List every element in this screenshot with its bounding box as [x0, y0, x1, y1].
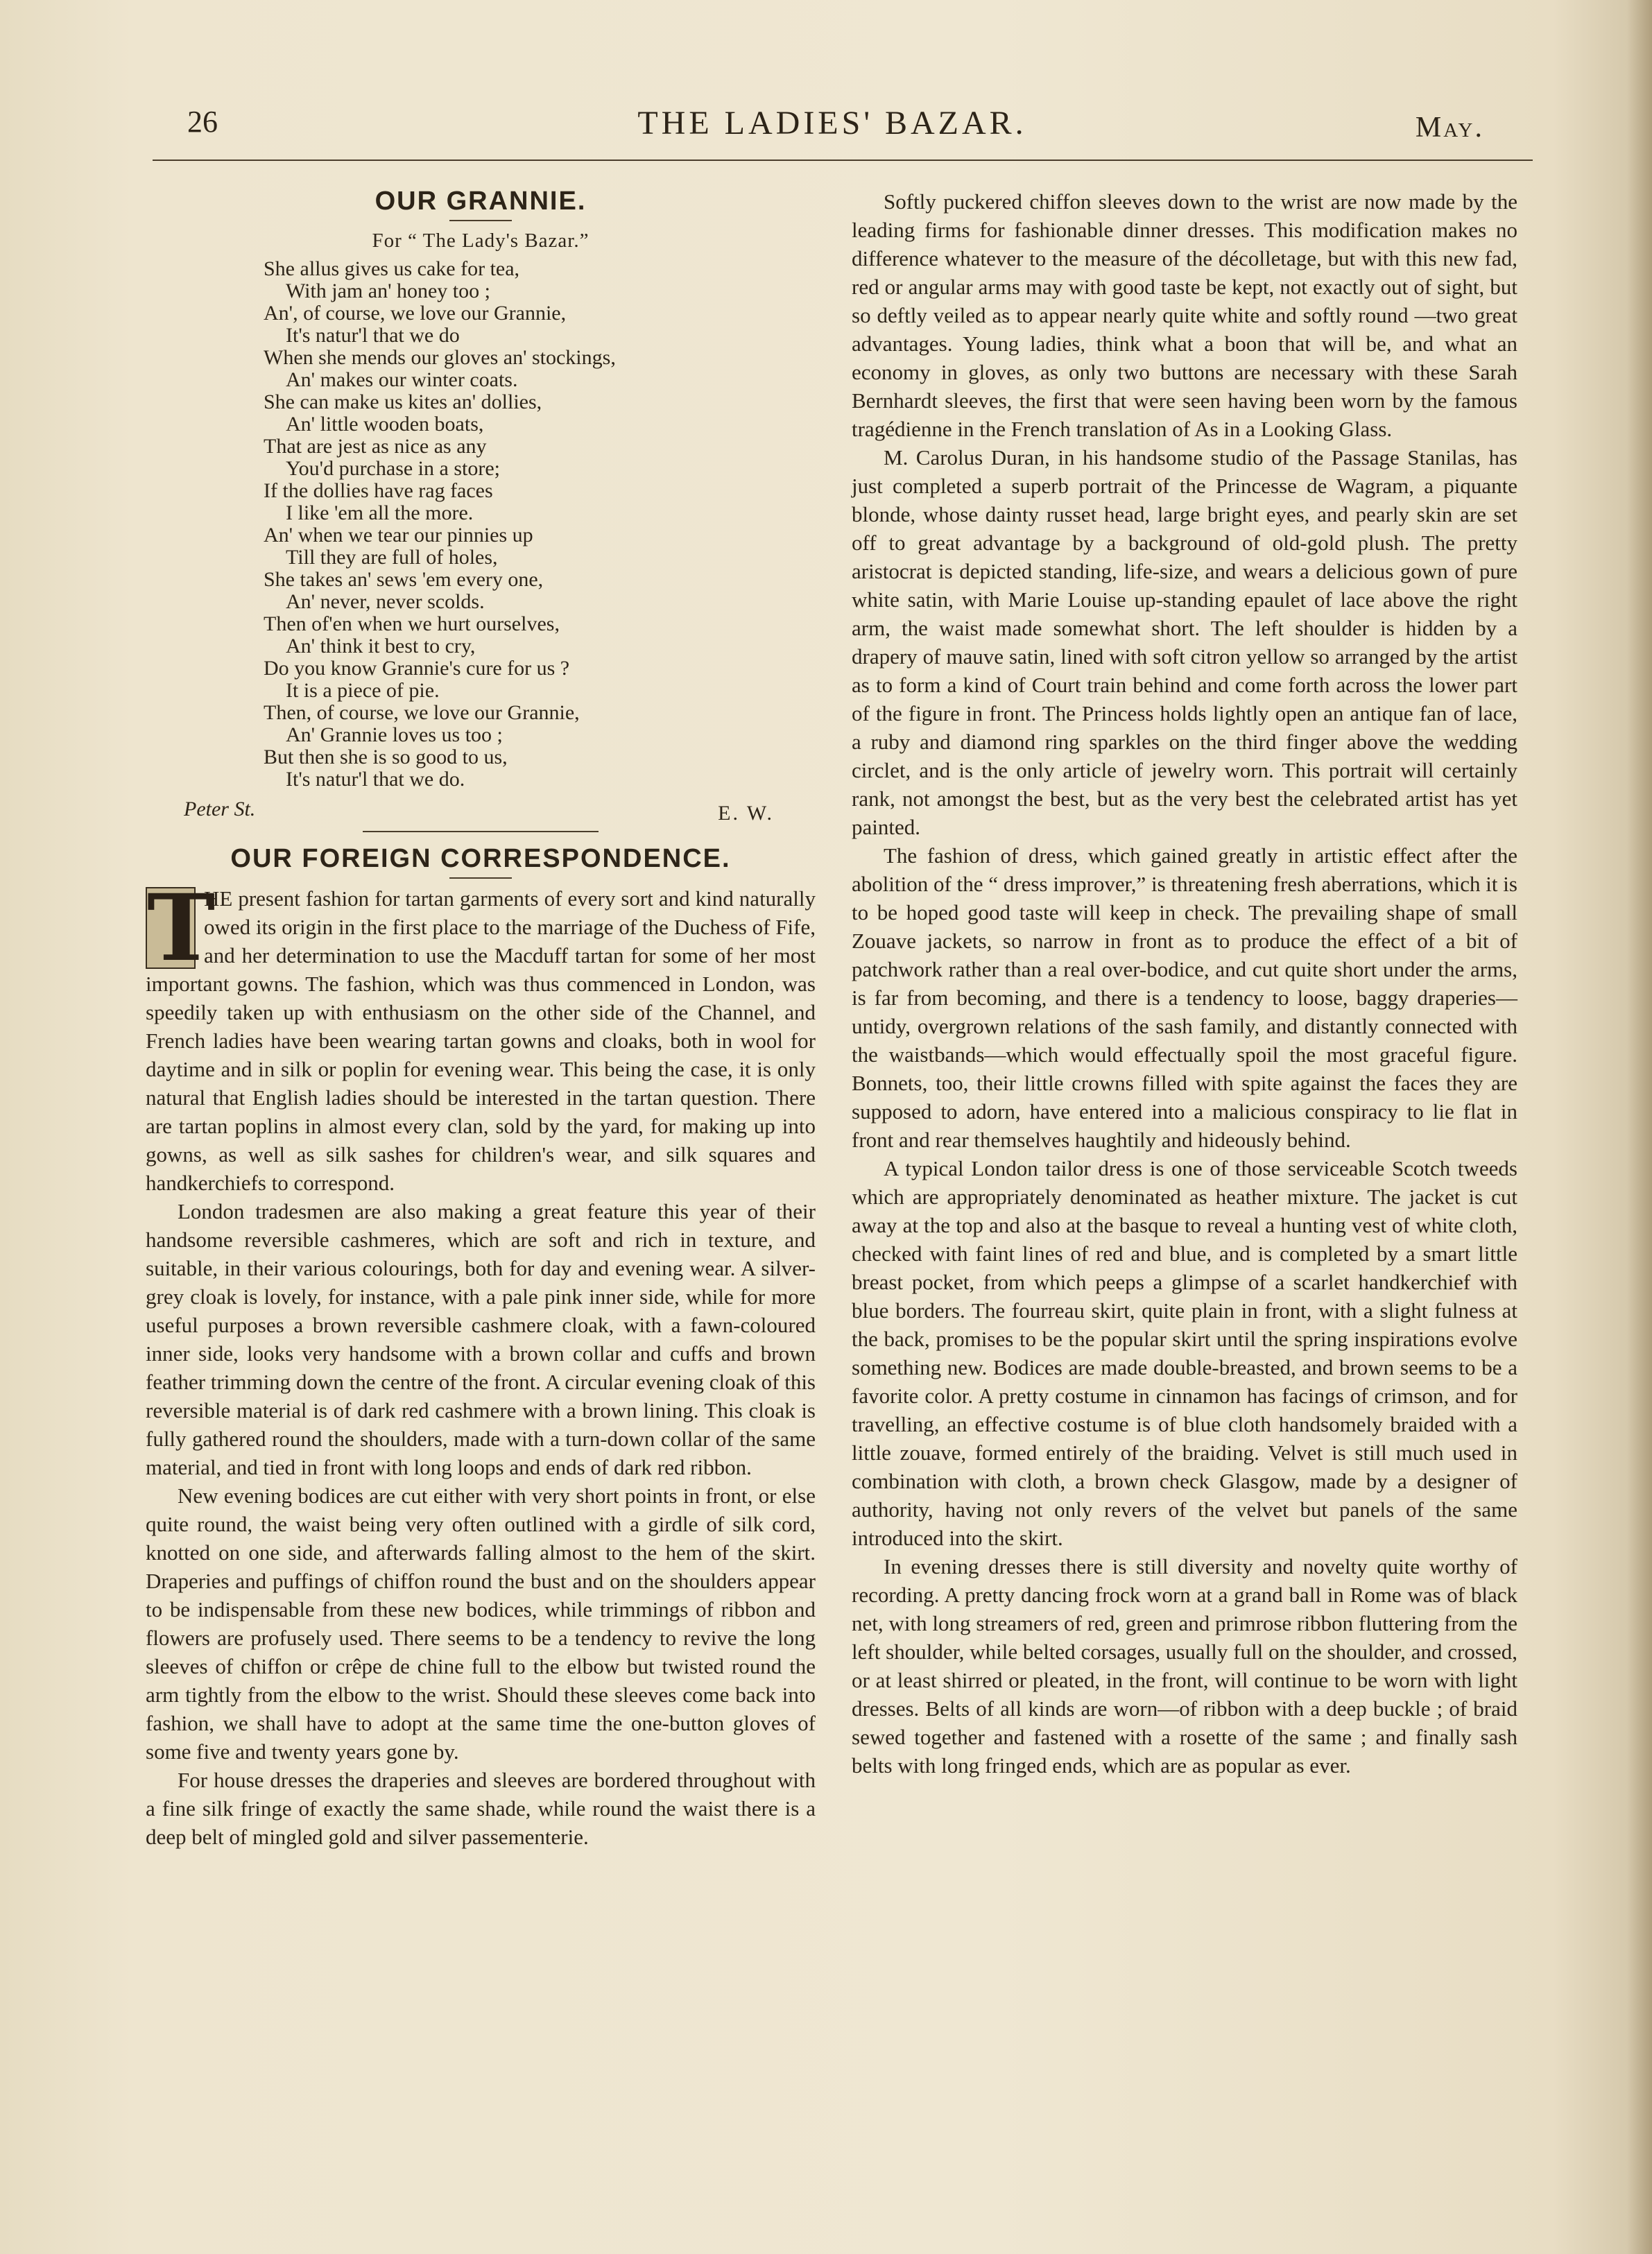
poem-title-rule [449, 220, 512, 221]
poem-title: OUR GRANNIE. [375, 187, 587, 216]
running-title: THE LADIES' BAZAR. [637, 105, 1027, 141]
right-column [852, 187, 1517, 1780]
section-divider [363, 831, 599, 832]
poem-line: She allus gives us cake for tea, [264, 257, 520, 280]
article-paragraph: HE present fashion for tartan garments of every sort and kind naturally owed its origin in the first place to the marriage of the Duchess of Fife, and her determination to use the Macduff tartan for some of her most important gowns. The fashion, which was thus commenced in London, was speedily taken up with enthusiasm on the other side of the Channel, and French ladies have been wearing tartan gowns and cloaks, both in wool for daytime and in silk or poplin for evening wear. This being the case, it is only natural that English ladies should be interested in the tartan question. There are tartan poplins in almost every clan, sold by the yard, for making up into gowns, as well as silk sashes for children's wear, and silk squares and handkerchiefs to correspond. [146, 886, 816, 1195]
issue-month: May. [1415, 112, 1484, 144]
poem-signature [146, 795, 816, 825]
poem-line: An' little wooden boats, [286, 413, 484, 436]
left-column [146, 187, 816, 1851]
poem-line: Then of'en when we hurt ourselves, [264, 612, 560, 635]
article-paragraph: London tradesmen are also making a great feature this year of their handsome reversible cashmeres, which are soft and rich in texture, and suitable, in their various colourings, both for day and evening wear. A silver-grey cloak is lovely, for instance, with a pale pink inner side, while for more useful purposes a brown reversible cashmere cloak, with a fawn-coloured inner side, looks very handsome with a brown collar and cuffs and brown feather trimming down the centre of the front. A circular evening cloak of this reversible material is of dark red cashmere with a brown lining. This cloak is fully gathered round the shoulders, made with a turn-down collar of the same material, and tied in front with long loops and ends of dark red ribbon. [146, 1199, 816, 1479]
article-paragraph: Softly puckered chiffon sleeves down to the wrist are now made by the leading firms for fashionable dinner dresses. This modification makes no difference whatever to the measure of the décolletage, but with this new fad, red or angular arms may with good taste be kept, not exactly out of sight, but so deftly veiled as to appear nearly quite white and softly round —two great advantages. Young ladies, think what a boon that will be, and what an economy in gloves, as only two buttons are necessary with these Sarah Bernhardt sleeves, the first that were seen having been worn by the famous tragédienne in the French translation of As in a Looking Glass. [852, 189, 1517, 441]
poem-line: An' when we tear our pinnies up [264, 524, 533, 547]
article-paragraph: In evening dresses there is still diversity and novelty quite worthy of recording. A pretty dancing frock worn at a grand ball in Rome was of black net, with long streamers of red, green and primrose ribbon fluttering from the left shoulder, while belted corsages, usually full on the shoulder, and crossed, or at least shirred or pleated, in the front, will continue to be worn with light dresses. Belts of all kinds are worn—of ribbon with a deep buckle ; of braid sewed together and fastened with a rosette of the same ; and finally sash belts with long fringed ends, which are as popular as ever. [852, 1554, 1517, 1778]
poem-line: An' never, never scolds. [286, 590, 485, 613]
poem-line: An' Grannie loves us too ; [286, 723, 503, 746]
poem-line: An' makes our winter coats. [286, 368, 518, 391]
poem-line: Till they are full of holes, [286, 546, 498, 569]
poem-line: It is a piece of pie. [286, 679, 440, 702]
poem-line: But then she is so good to us, [264, 746, 508, 768]
article-body-right [852, 187, 1517, 1780]
poem-line: With jam an' honey too ; [286, 279, 490, 302]
poem-line: Then, of course, we love our Grannie, [264, 701, 580, 724]
signature-initials: E. W. [718, 802, 774, 825]
poem-line: I like 'em all the more. [286, 501, 474, 524]
article-paragraph: The fashion of dress, which gained greatly in artistic effect after the abolition of the “ dress improver,” is threatening fresh aberrations, which it is to be hoped good taste will keep in check. The prevailing shape of small Zouave jackets, so narrow in front as to produce the effect of a bit of patchwork rather than a real over-bodice, and cut quite short under the arms, is far from becoming, and there is a tendency to loose, baggy draperies—untidy, overgrown relations of the sash family, and distantly connected with the waistbands—which would effectually spoil the most graceful figure. Bonnets, too, their little crowns filled with spite against the faces they are supposed to adorn, have entered into a malicious conspiracy to lie flat in front and rear themselves haughtily and hideously behind. [852, 843, 1517, 1152]
poem-line: An' think it best to cry, [286, 635, 476, 657]
article-body-left [146, 875, 816, 1851]
page-number: 26 [187, 105, 218, 139]
poem-line: Do you know Grannie's cure for us ? [264, 657, 570, 680]
signature-place: Peter St. [184, 798, 256, 820]
poem-body [264, 258, 816, 791]
poem-line: An', of course, we love our Grannie, [264, 302, 567, 325]
page-header [180, 104, 1484, 153]
poem-line: You'd purchase in a store; [286, 457, 500, 480]
poem-line: She takes an' sews 'em every one, [264, 568, 544, 591]
drop-cap: T [147, 875, 216, 982]
poem-line: She can make us kites an' dollies, [264, 390, 542, 413]
article-paragraph: A typical London tailor dress is one of those serviceable Scotch tweeds which are appropriately denominated as heather mixture. The jacket is cut away at the top and also at the basque to reveal a hunting vest of white cloth, checked with faint lines of red and blue, and is completed by a smart little breast pocket, from which peeps a glimpse of a scarlet handkerchief with blue borders. The fourreau skirt, quite plain in front, with a slight fulness at the back, promises to be the popular skirt until the spring inspirations evolve something new. Bodices are made double-breasted, and brown seems to be a favorite color. A pretty costume in cinnamon has facings of crimson, and for travelling, an effective costume is of blue cloth handsomely braided with a little zouave, formed entirely of the braiding. Velvet is still much used in combination with cloth, a brown check Glasgow, made by a designer of authority, having not only revers of the velvet but panels of the same introduced into the skirt. [852, 1156, 1517, 1550]
header-rule [153, 160, 1533, 161]
article-paragraph: For house dresses the draperies and sleeves are bordered throughout with a fine silk fringe of exactly the same shade, while round the waist there is a deep belt of mingled gold and silver passementerie. [146, 1768, 816, 1849]
poem-line: When she mends our gloves an' stockings, [264, 346, 616, 369]
article-paragraph: New evening bodices are cut either with very short points in front, or else quite round, the waist being very often outlined with a girdle of silk cord, knotted on one side, and afterwards falling almost to the hem of the skirt. Draperies and puffings of chiffon round the bust and on the shoulders appear to be indispensable from these new bodices, while trimmings of ribbon and flowers are profusely used. There seems to be a tendency to revive the long sleeves of chiffon or crêpe de chine full to the elbow but twisted round the arm tightly from the elbow to the wrist. Should these sleeves come back into fashion, we shall have to adopt at the same time the one-button gloves of some five and twenty years gone by. [146, 1483, 816, 1764]
poem-line: If the dollies have rag faces [264, 479, 493, 502]
article-title: OUR FOREIGN CORRESPONDENCE. [230, 844, 731, 873]
poem-dedication: For “ The Lady's Bazar.” [372, 230, 590, 252]
poem-line: It's natur'l that we do [286, 324, 460, 347]
article-title-rule [449, 877, 512, 879]
poem-line: That are jest as nice as any [264, 435, 487, 458]
article-paragraph: M. Carolus Duran, in his handsome studio of the Passage Stanilas, has just completed a superb portrait of the Princesse de Wagram, a piquante blonde, whose dainty russet head, large bright eyes, and pearly skin are set off to great advantage by a background of old-gold plush. The pretty aristocrat is depicted standing, life-size, and wears a delicious gown of pure white satin, with Marie Louise up-standing epaulet of lace above the right arm, the waist made somewhat short. The left shoulder is hidden by a drapery of mauve satin, lined with soft citron yellow so arranged by the artist as to form a kind of Court train behind and come forth across the lower part of the figure in front. The Princess holds lightly open an antique fan of lace, a ruby and diamond ring sparkles on the third finger above the wedding circlet, and is the only article of jewelry worn. This portrait will certainly rank, not amongst the best, but as the very best the celebrated artist has yet painted. [852, 445, 1517, 839]
poem-line: It's natur'l that we do. [286, 768, 465, 791]
